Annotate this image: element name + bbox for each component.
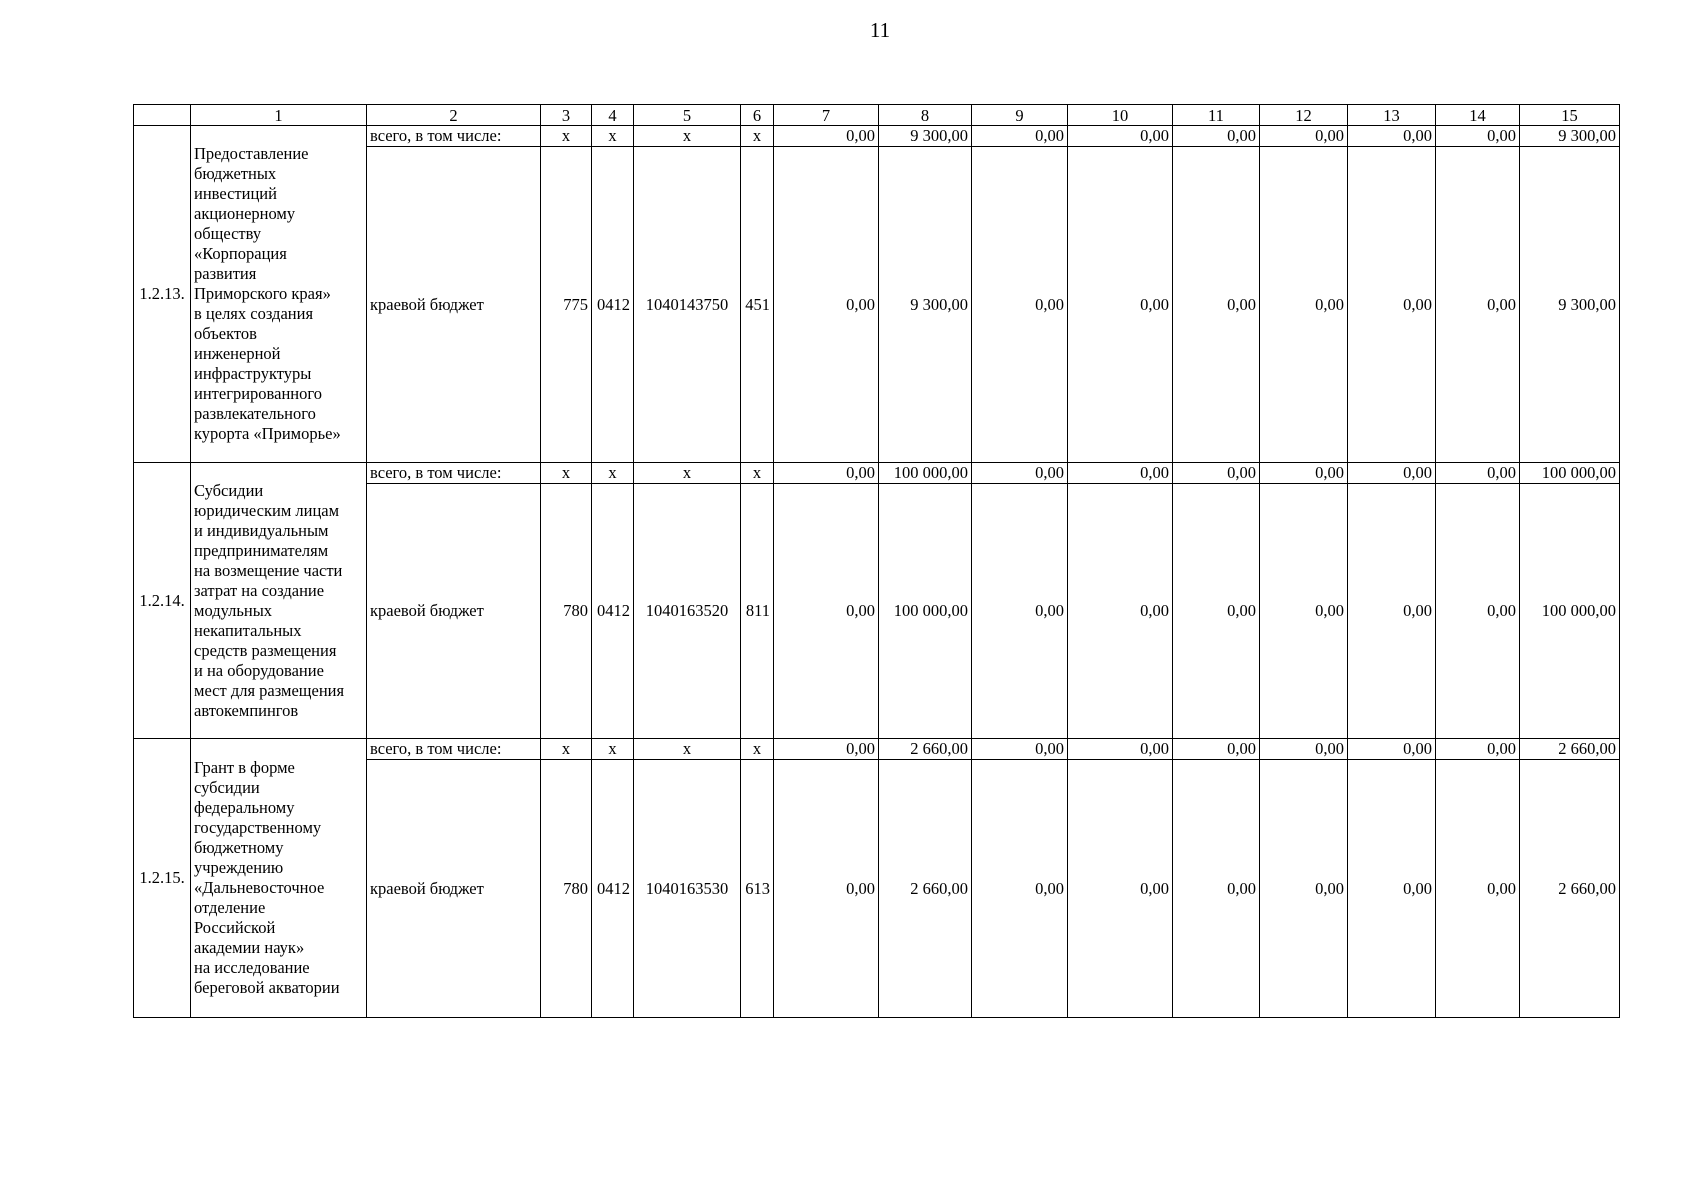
amount-col-12: 0,00 (1260, 463, 1348, 484)
code-c6: х (741, 126, 774, 147)
amount-col-11: 0,00 (1173, 760, 1260, 1018)
description-line: и индивидуальным (194, 520, 329, 540)
description-line: интегрированного (194, 384, 322, 403)
amount-col-12: 0,00 (1260, 484, 1348, 739)
amount-col-13: 0,00 (1348, 126, 1436, 147)
amount-col-13: 0,00 (1348, 484, 1436, 739)
amount-col-11: 0,00 (1173, 739, 1260, 760)
code-c5: 1040163530 (634, 760, 741, 1018)
description-line: обществу (194, 224, 262, 243)
code-c3: 780 (541, 760, 592, 1018)
item-number: 1.2.14. (134, 463, 191, 739)
amount-col-7: 0,00 (774, 147, 879, 463)
description-line: академии наук» (194, 938, 305, 957)
description-line: субсидии (194, 778, 260, 797)
description-line: предпринимателям (194, 540, 329, 560)
code-c3: 775 (541, 147, 592, 463)
column-number-15: 15 (1520, 105, 1620, 126)
description-line: инфраструктуры (194, 364, 312, 383)
description-line: «Дальневосточное (194, 878, 325, 897)
amount-col-7: 0,00 (774, 463, 879, 484)
amount-col-8: 2 660,00 (879, 760, 972, 1018)
description-line: Грант в форме (194, 758, 295, 777)
amount-col-9: 0,00 (972, 463, 1068, 484)
amount-col-10: 0,00 (1068, 760, 1173, 1018)
table-body (134, 105, 1620, 1018)
amount-col-14: 0,00 (1436, 484, 1520, 739)
funding-source: краевой бюджет (367, 484, 541, 739)
code-c5: 1040143750 (634, 147, 741, 463)
item-number: 1.2.15. (134, 739, 191, 1018)
column-number-12: 12 (1260, 105, 1348, 126)
amount-col-11: 0,00 (1173, 484, 1260, 739)
code-c5: х (634, 739, 741, 760)
code-c3: х (541, 126, 592, 147)
amount-col-14: 0,00 (1436, 126, 1520, 147)
column-number-2: 2 (367, 105, 541, 126)
code-c3: х (541, 463, 592, 484)
total-label: всего, в том числе: (367, 126, 541, 147)
amount-col-13: 0,00 (1348, 147, 1436, 463)
description-line: курорта «Приморье» (194, 424, 341, 443)
page-number: 11 (869, 18, 891, 42)
column-number-9: 9 (972, 105, 1068, 126)
code-c5: 1040163520 (634, 484, 741, 739)
amount-col-15: 100 000,00 (1520, 463, 1620, 484)
amount-col-8: 9 300,00 (879, 147, 972, 463)
code-c4: х (592, 126, 634, 147)
amount-col-11: 0,00 (1173, 463, 1260, 484)
total-label: всего, в том числе: (367, 739, 541, 760)
description-line: мест для размещения (194, 680, 345, 700)
item-description (191, 463, 367, 739)
code-c6: 451 (741, 147, 774, 463)
total-row (134, 126, 1620, 147)
column-number-14: 14 (1436, 105, 1520, 126)
description-line: на исследование (194, 958, 310, 977)
total-row (134, 739, 1620, 760)
item-description (191, 126, 367, 463)
description-line: бюджетному (194, 838, 284, 857)
amount-col-12: 0,00 (1260, 739, 1348, 760)
amount-col-12: 0,00 (1260, 147, 1348, 463)
code-c6: 811 (741, 484, 774, 739)
column-number-row (134, 105, 1620, 126)
code-c3: 780 (541, 484, 592, 739)
code-c4: 0412 (592, 147, 634, 463)
amount-col-9: 0,00 (972, 484, 1068, 739)
description-line: инвестиций (194, 184, 277, 203)
amount-col-13: 0,00 (1348, 739, 1436, 760)
code-c5: х (634, 463, 741, 484)
total-label: всего, в том числе: (367, 463, 541, 484)
code-c4: х (592, 739, 634, 760)
description-line: Субсидии (194, 480, 264, 500)
amount-col-15: 9 300,00 (1520, 147, 1620, 463)
description-line: «Корпорация (194, 244, 287, 263)
amount-col-12: 0,00 (1260, 760, 1348, 1018)
amount-col-8: 2 660,00 (879, 739, 972, 760)
description-line: учреждению (194, 858, 284, 877)
code-c6: 613 (741, 760, 774, 1018)
description-line: и на оборудование (194, 660, 324, 680)
column-number-10: 10 (1068, 105, 1173, 126)
code-c4: 0412 (592, 760, 634, 1018)
amount-col-7: 0,00 (774, 739, 879, 760)
total-row (134, 463, 1620, 484)
column-number-13: 13 (1348, 105, 1436, 126)
amount-col-8: 9 300,00 (879, 126, 972, 147)
description-line: модульных (194, 600, 273, 620)
description-line: инженерной (194, 344, 281, 363)
description-line: автокемпингов (194, 700, 299, 720)
description-line: развития (194, 264, 257, 283)
amount-col-10: 0,00 (1068, 147, 1173, 463)
amount-col-15: 2 660,00 (1520, 760, 1620, 1018)
description-line: федеральному (194, 798, 295, 817)
amount-col-13: 0,00 (1348, 463, 1436, 484)
description-line: юридическим лицам (194, 500, 340, 520)
code-c3: х (541, 739, 592, 760)
description-line: Приморского края» (194, 284, 331, 303)
item-number: 1.2.13. (134, 126, 191, 463)
column-number-blank (134, 105, 191, 126)
description-line: отделение (194, 898, 266, 917)
amount-col-9: 0,00 (972, 739, 1068, 760)
amount-col-7: 0,00 (774, 484, 879, 739)
amount-col-10: 0,00 (1068, 739, 1173, 760)
description-line: некапитальных (194, 620, 302, 640)
amount-col-14: 0,00 (1436, 739, 1520, 760)
column-number-8: 8 (879, 105, 972, 126)
column-number-5: 5 (634, 105, 741, 126)
column-number-3: 3 (541, 105, 592, 126)
column-number-1: 1 (191, 105, 367, 126)
amount-col-9: 0,00 (972, 126, 1068, 147)
amount-col-10: 0,00 (1068, 484, 1173, 739)
description-line: на возмещение части (194, 560, 343, 580)
amount-col-15: 9 300,00 (1520, 126, 1620, 147)
description-line: бюджетных (194, 164, 277, 183)
description-line: государственному (194, 818, 322, 837)
description-line: Предоставление (194, 144, 309, 163)
item-description (191, 739, 367, 1018)
amount-col-15: 2 660,00 (1520, 739, 1620, 760)
amount-col-7: 0,00 (774, 126, 879, 147)
funding-source: краевой бюджет (367, 147, 541, 463)
code-c4: х (592, 463, 634, 484)
description-line: в целях создания (194, 304, 314, 323)
code-c4: 0412 (592, 484, 634, 739)
description-line: береговой акватории (194, 978, 340, 997)
description-line: развлекательного (194, 404, 316, 423)
amount-col-10: 0,00 (1068, 463, 1173, 484)
column-number-4: 4 (592, 105, 634, 126)
amount-col-12: 0,00 (1260, 126, 1348, 147)
amount-col-14: 0,00 (1436, 463, 1520, 484)
amount-col-11: 0,00 (1173, 147, 1260, 463)
funding-source: краевой бюджет (367, 760, 541, 1018)
column-number-6: 6 (741, 105, 774, 126)
description-line: объектов (194, 324, 257, 343)
column-number-7: 7 (774, 105, 879, 126)
description-line: акционерному (194, 204, 296, 223)
amount-col-14: 0,00 (1436, 760, 1520, 1018)
description-line: затрат на создание (194, 580, 325, 600)
code-c6: х (741, 463, 774, 484)
amount-col-13: 0,00 (1348, 760, 1436, 1018)
amount-col-14: 0,00 (1436, 147, 1520, 463)
amount-col-10: 0,00 (1068, 126, 1173, 147)
code-c6: х (741, 739, 774, 760)
amount-col-7: 0,00 (774, 760, 879, 1018)
budget-table (133, 104, 1620, 1018)
code-c5: х (634, 126, 741, 147)
amount-col-8: 100 000,00 (879, 463, 972, 484)
amount-col-15: 100 000,00 (1520, 484, 1620, 739)
amount-col-8: 100 000,00 (879, 484, 972, 739)
description-line: Российской (194, 918, 276, 937)
column-number-11: 11 (1173, 105, 1260, 126)
description-line: средств размещения (194, 640, 337, 660)
amount-col-11: 0,00 (1173, 126, 1260, 147)
amount-col-9: 0,00 (972, 760, 1068, 1018)
amount-col-9: 0,00 (972, 147, 1068, 463)
